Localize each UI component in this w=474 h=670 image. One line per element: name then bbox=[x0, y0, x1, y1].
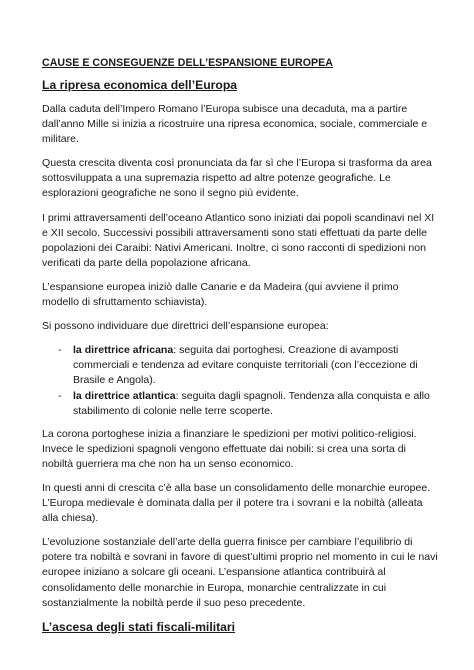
paragraph: Si possono individuare due direttrici dell’espansione europea: bbox=[42, 320, 329, 333]
paragraph: L’espansione europea iniziò dalle Canarie e da Madeira (qui avviene il primo modello di sfruttamento schiavista). bbox=[42, 280, 399, 309]
section-heading-ripresa: La ripresa economica dell’Europa bbox=[42, 78, 238, 92]
document-title: CAUSE E CONSEGUENZE DELL’ESPANSIONE EUROPEA bbox=[42, 57, 333, 69]
dash-bullet: - bbox=[58, 389, 62, 402]
list-item bbox=[42, 343, 438, 388]
paragraph: I primi attraversamenti dell’oceano Atlantico sono iniziati dai popoli scandinavi nel XI e XII secolo. Successivi possibili attraversamenti sono stati effettuati da parte delle popolazioni dei Caraibi: Nativi Americani. Inoltre, ci sono racconti di spedizioni non verificati da parte della popolazione africana. bbox=[42, 211, 435, 269]
list-item bbox=[42, 389, 438, 419]
directions-list bbox=[42, 343, 438, 418]
paragraph: Dalla caduta dell’Impero Romano l’Europa subisce una decaduta, ma a partire dall’anno Mille si inizia a ricostruire una ripresa economica, sociale, commerciale e militare. bbox=[42, 103, 428, 146]
section-heading-stati-fiscali: L’ascesa degli stati fiscali-militari bbox=[42, 619, 236, 634]
direction-text: : seguita dagli spagnoli. Tendenza alla conquista e allo stabilimento di colonie nelle terre scoperte. bbox=[73, 389, 430, 417]
paragraph: L’evoluzione sostanziale dell’arte della guerra finisce per cambiare l’equilibrio di potere tra nobiltà e sovrani in favore di quest’ultimi proprio nel momento in cui le navi europee iniziano a solcare gli oceani. L’espansione atlantica contribuirà al consolidamento delle monarchie in Europa, monarchie centralizzate in cui sostanzialmente la nobiltà perde il suo peso precedente. bbox=[42, 536, 438, 609]
paragraph: In questi anni di crescita c’è alla base un consolidamento delle monarchie europee. L’Europa medievale è dominata dalla per il potere tra i sovrani e la nobiltà (alleata alla chiesa). bbox=[42, 481, 431, 525]
dash-bullet: - bbox=[58, 344, 62, 357]
direction-text: : seguita dai portoghesi. Creazione di avamposti commerciali e tendenza ad evitare conquiste territoriali (con l’eccezione di Brasile e Angola). bbox=[73, 344, 418, 387]
direction-term: la direttrice africana bbox=[73, 344, 174, 357]
direction-term: la direttrice atlantica bbox=[73, 389, 176, 402]
paragraph: La corona portoghese inizia a finanziare le spedizioni per motivi politico-religiosi. Invece le spedizioni spagnoli vengono effettuate dai nobili: si crea una sorta di nobiltà guerriera ma che non ha un senso economico. bbox=[42, 427, 417, 470]
paragraph: Questa crescita diventa così pronunciata da far sì che l’Europa si trasforma da area sottosviluppata a una supremazia rispetto ad altre potenze geografiche. Le esplorazioni geografiche ne sono il segno più evidente. bbox=[42, 157, 432, 200]
